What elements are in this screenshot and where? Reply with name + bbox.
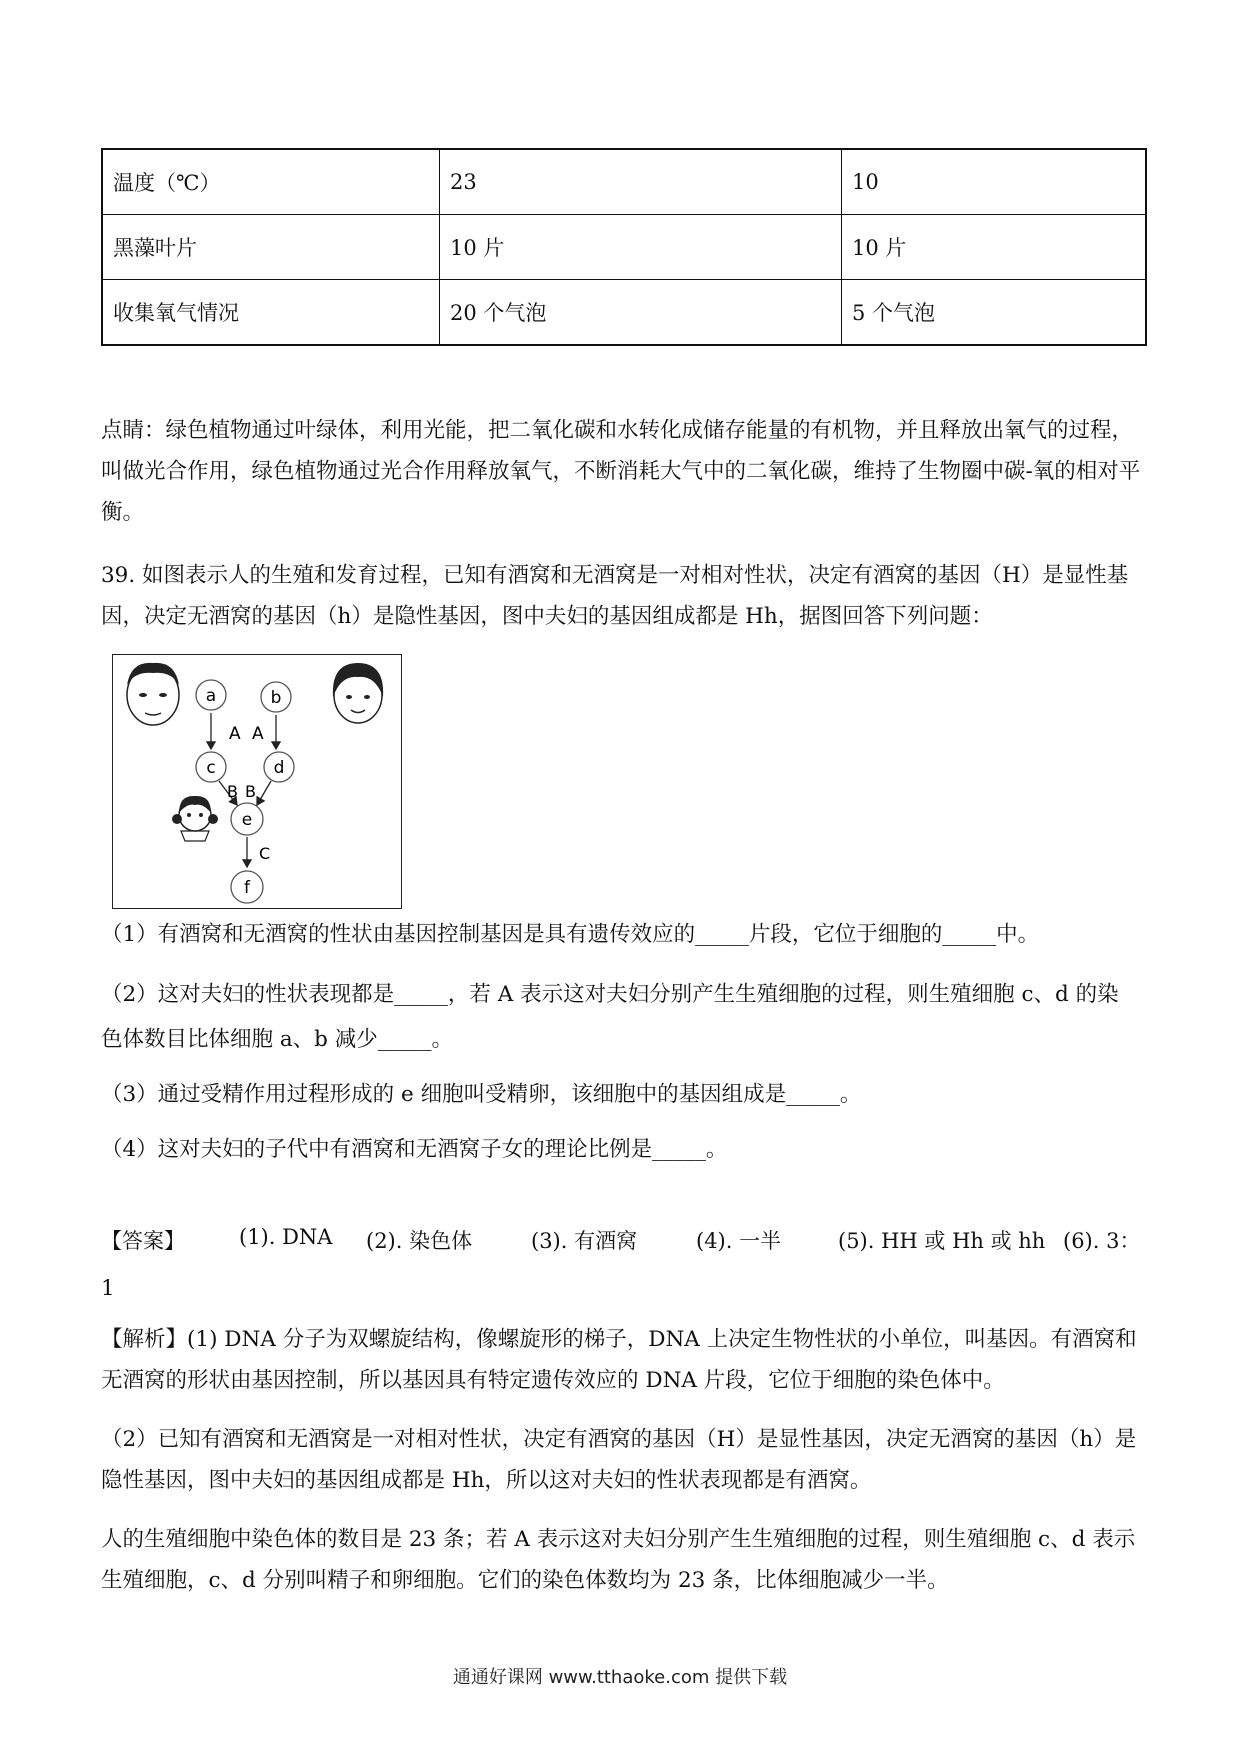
father-face-icon [127, 663, 179, 725]
table-cell: 10 [842, 149, 1147, 215]
arrow-label-a-right: A [252, 724, 264, 744]
analysis-paragraph-1: 【解析】(1) DNA 分子为双螺旋结构，像螺旋形的梯子，DNA 上决定生物性状的小单位，叫基因。有酒窝和无酒窝的形状由基因控制，所以基因具有特定遗传效应的 DNA 片段，它位于细胞的染色体中。 [101, 1327, 1137, 1393]
table-cell: 23 [440, 149, 842, 215]
answer-item: (4). 一半 [696, 1229, 782, 1253]
sub-question-1: （1）有酒窝和无酒窝的性状由基因控制基因是具有遗传效应的_____片段，它位于细胞的_____中。 [101, 922, 1040, 947]
arrow-label-b-right: B [245, 782, 256, 801]
answer-label: 【答案】 [101, 1229, 185, 1253]
table-row [102, 280, 1146, 346]
answer-item: (2). 染色体 [366, 1229, 473, 1253]
analysis-paragraph-2: （2）已知有酒窝和无酒窝是一对相对性状，决定有酒窝的基因（H）是显性基因，决定无酒窝的基因（h）是隐性基因，图中夫妇的基因组成都是 Hh，所以这对夫妇的性状表现都是有酒窝。 [101, 1427, 1137, 1493]
reproduction-diagram [112, 654, 402, 909]
answer-item: (3). 有酒窝 [531, 1229, 638, 1253]
answer-item: (1). DNA [239, 1225, 333, 1249]
diagram-svg [113, 655, 403, 910]
answer-item: (5). HH 或 Hh 或 hh [838, 1229, 1046, 1253]
page-footer: 通通好课网 www.tthaoke.com 提供下载 [452, 1667, 788, 1688]
table-cell: 10 片 [842, 215, 1147, 280]
experiment-table [101, 148, 1147, 346]
node-d: d [273, 758, 285, 778]
node-e: e [241, 810, 253, 830]
daughter-face-icon [172, 796, 218, 841]
answer-item: (6). 3： [1063, 1229, 1141, 1253]
arrow-label-c: C [259, 844, 271, 863]
sub-question-2-cont: 色体数目比体细胞 a、b 减少_____。 [101, 1027, 454, 1052]
table-row [102, 215, 1146, 280]
node-c: c [206, 758, 216, 778]
table-cell: 10 片 [440, 215, 842, 280]
question-39-stem: 39. 如图表示人的生殖和发育过程，已知有酒窝和无酒窝是一对相对性状，决定有酒窝的基因（H）是显性基因，决定无酒窝的基因（h）是隐性基因，图中夫妇的基因组成都是 Hh，据图回答下列问题： [101, 563, 1129, 629]
node-f: f [244, 878, 250, 898]
sub-question-3: （3）通过受精作用过程形成的 e 细胞叫受精卵，该细胞中的基因组成是_____。 [101, 1082, 862, 1107]
node-a: a [205, 686, 217, 706]
node-b: b [270, 688, 282, 708]
table-cell: 20 个气泡 [440, 280, 842, 346]
table-row [102, 149, 1146, 215]
table-cell: 5 个气泡 [842, 280, 1147, 346]
sub-question-2: （2）这对夫妇的性状表现都是_____，若 A 表示这对夫妇分别产生生殖细胞的过程，则生殖细胞 c、d 的染 [101, 982, 1119, 1007]
table-cell: 收集氧气情况 [102, 280, 440, 346]
mother-face-icon [333, 663, 383, 723]
table-cell: 黑藻叶片 [102, 215, 440, 280]
analysis-paragraph-3: 人的生殖细胞中染色体的数目是 23 条；若 A 表示这对夫妇分别产生生殖细胞的过程，则生殖细胞 c、d 表示生殖细胞，c、d 分别叫精子和卵细胞。它们的染色体数均为 23 条，比体细胞减少一半。 [101, 1527, 1136, 1593]
dianjing-paragraph: 点睛：绿色植物通过叶绿体，利用光能，把二氧化碳和水转化成储存能量的有机物，并且释放出氧气的过程，叫做光合作用，绿色植物通过光合作用释放氧气，不断消耗大气中的二氧化碳，维持了生物圈中碳-氧的相对平衡。 [101, 418, 1141, 525]
arrow-label-b-left: B [227, 782, 238, 801]
arrow-label-a-left: A [229, 724, 241, 744]
sub-question-4: （4）这对夫妇的子代中有酒窝和无酒窝子女的理论比例是_____。 [101, 1137, 728, 1162]
table-cell: 温度（℃） [102, 149, 440, 215]
answer-continuation: 1 [101, 1276, 115, 1301]
